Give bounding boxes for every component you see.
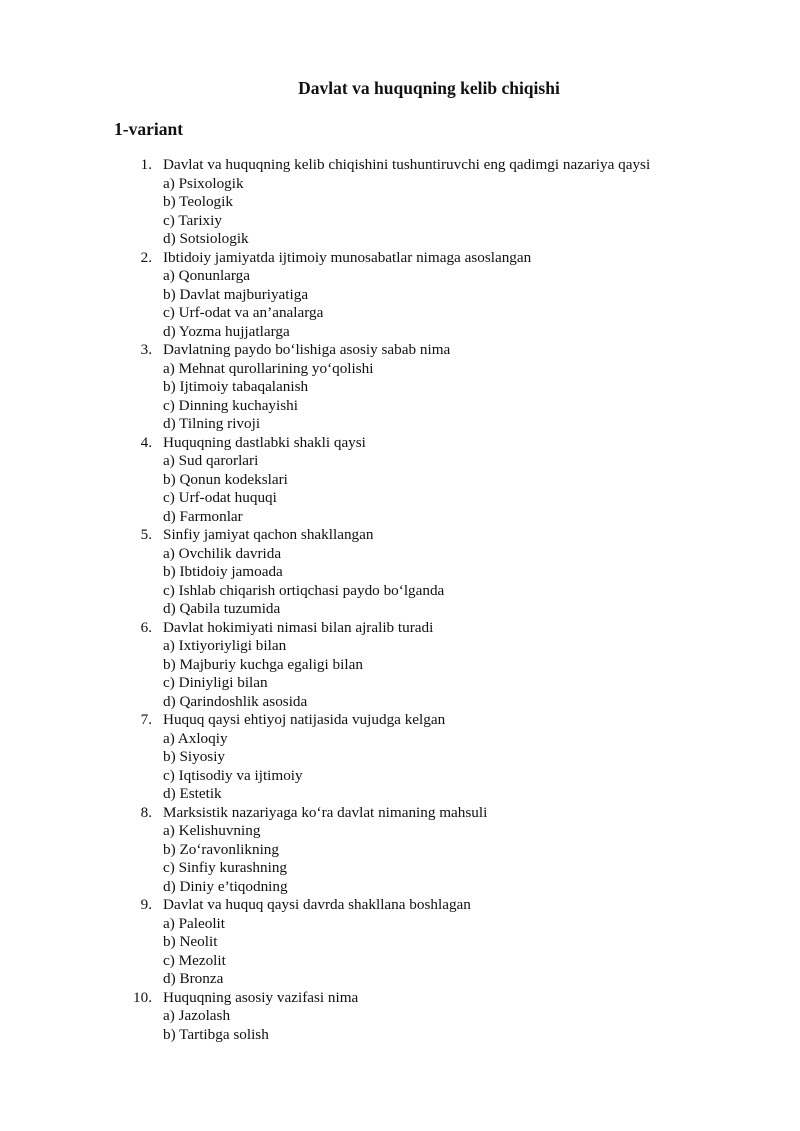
answer-option: c) Ishlab chiqarish ortiqchasi paydo bo‘lganda	[163, 581, 445, 599]
answer-option: c) Urf-odat huquqi	[163, 489, 277, 506]
question-number: 8.	[140, 803, 152, 821]
question-item	[0, 804, 650, 897]
answer-option: d) Bronza	[163, 970, 224, 987]
question-text: Marksistik nazariyaga ko‘ra davlat nimaning mahsuli	[163, 803, 488, 821]
question-number: 5.	[140, 526, 152, 543]
answer-option: c) Sinfiy kurashning	[163, 859, 288, 876]
answer-option: c) Diniyligi bilan	[163, 674, 268, 691]
answer-option: b) Teologik	[163, 193, 233, 210]
question-item	[0, 896, 650, 989]
answer-option: d) Farmonlar	[163, 507, 243, 525]
answer-option: c) Urf-odat va an’analarga	[163, 304, 324, 321]
answer-option: b) Majburiy kuchga egaligi bilan	[163, 655, 363, 673]
answer-option: d) Qabila tuzumida	[163, 600, 281, 617]
question-number: 6.	[140, 618, 152, 636]
question-number: 7.	[140, 711, 152, 728]
question-text: Sinfiy jamiyat qachon shakllangan	[163, 526, 374, 543]
question-text: Ibtidoiy jamiyatda ijtimoiy munosabatlar nimaga asoslangan	[163, 248, 532, 266]
question-item	[0, 989, 650, 1045]
answer-option: a) Mehnat qurollarining yo‘qolishi	[163, 359, 374, 377]
answer-options	[163, 915, 650, 989]
answer-option: d) Tilning rivoji	[163, 415, 261, 432]
answer-options	[163, 267, 650, 341]
answer-option: c) Dinning kuchayishi	[163, 396, 298, 414]
answer-option: d) Qarindoshlik asosida	[163, 692, 308, 710]
question-number: 1.	[140, 156, 152, 173]
answer-option: b) Ijtimoiy tabaqalanish	[163, 378, 309, 395]
question-item	[0, 619, 650, 712]
answer-option: a) Jazolash	[163, 1007, 231, 1024]
question-item	[0, 434, 650, 527]
answer-option: b) Qonun kodekslari	[163, 470, 288, 488]
answer-option: c) Iqtisodiy va ijtimoiy	[163, 766, 303, 784]
answer-options	[163, 1007, 650, 1044]
question-item	[0, 341, 650, 434]
answer-options	[163, 545, 650, 619]
answer-option: c) Mezolit	[163, 951, 226, 969]
answer-options	[163, 452, 650, 526]
question-text: Davlat va huquq qaysi davrda shakllana boshlagan	[163, 896, 471, 913]
document-title: Davlat va huquqning kelib chiqishi	[298, 78, 560, 98]
question-text: Huquqning dastlabki shakli qaysi	[163, 433, 366, 451]
answer-option: a) Ovchilik davrida	[163, 544, 282, 562]
answer-option: a) Psixologik	[163, 174, 244, 192]
question-number: 3.	[140, 341, 152, 358]
answer-option: b) Zo‘ravonlikning	[163, 840, 279, 858]
answer-option: a) Kelishuvning	[163, 822, 261, 839]
answer-option: d) Diniy e’tiqodning	[163, 877, 288, 895]
question-list	[0, 156, 650, 1044]
answer-option: d) Yozma hujjatlarga	[163, 322, 290, 340]
question-number: 4.	[140, 433, 152, 451]
question-item	[0, 711, 650, 804]
answer-option: b) Neolit	[163, 933, 218, 950]
question-text: Huquqning asosiy vazifasi nima	[163, 988, 359, 1006]
answer-option: a) Ixtiyoriyligi bilan	[163, 637, 287, 654]
question-text: Davlat va huquqning kelib chiqishini tushuntiruvchi eng qadimgi nazariya qaysi	[163, 156, 651, 173]
answer-options	[163, 175, 650, 249]
question-number: 9.	[140, 896, 152, 913]
question-number: 2.	[140, 248, 152, 266]
question-item	[0, 526, 650, 619]
answer-option: a) Paleolit	[163, 914, 225, 932]
answer-option: b) Ibtidoiy jamoada	[163, 563, 283, 580]
answer-option: a) Qonunlarga	[163, 267, 251, 284]
answer-option: c) Tarixiy	[163, 211, 222, 229]
question-text: Davlatning paydo bo‘lishiga asosiy sabab nima	[163, 341, 451, 358]
answer-option: a) Sud qarorlari	[163, 452, 259, 469]
answer-options	[163, 360, 650, 434]
answer-option: b) Tartibga solish	[163, 1025, 269, 1043]
variant-heading: 1-variant	[114, 119, 184, 139]
question-item	[0, 156, 650, 249]
answer-option: a) Axloqiy	[163, 729, 228, 747]
answer-options	[163, 822, 650, 896]
question-number: 10.	[133, 988, 152, 1006]
answer-option: b) Siyosiy	[163, 748, 226, 765]
answer-options	[163, 730, 650, 804]
answer-options	[163, 637, 650, 711]
answer-option: d) Estetik	[163, 785, 222, 802]
answer-option: d) Sotsiologik	[163, 230, 249, 247]
question-text: Huquq qaysi ehtiyoj natijasida vujudga kelgan	[163, 711, 446, 728]
answer-option: b) Davlat majburiyatiga	[163, 285, 309, 303]
question-text: Davlat hokimiyati nimasi bilan ajralib turadi	[163, 618, 434, 636]
question-item	[0, 249, 650, 342]
